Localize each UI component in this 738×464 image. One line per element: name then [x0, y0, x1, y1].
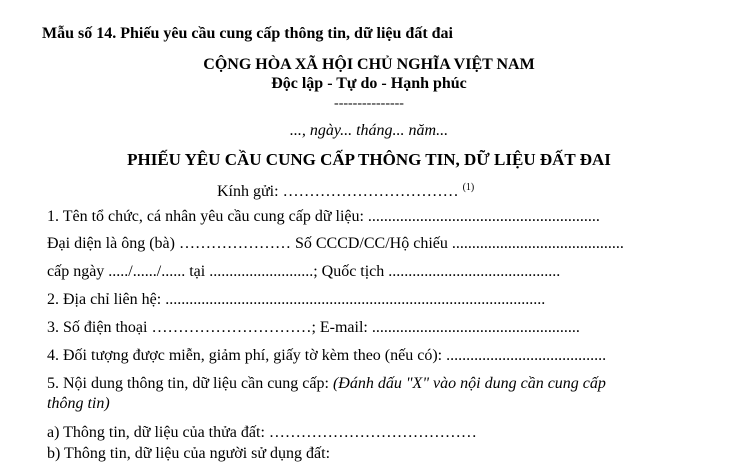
form-label: Mẫu số 14. Phiếu yêu cầu cung cấp thông tin, dữ liệu đất đai — [42, 25, 453, 42]
exemption-field: 4. Đối tượng được miễn, giảm phí, giấy tờ kèm theo (nếu có): ........................................ — [47, 347, 607, 364]
content-request-label: 5. Nội dung thông tin, dữ liệu cần cung cấp: — [47, 375, 333, 392]
content-request-note-cont: thông tin) — [47, 395, 110, 412]
greeting-text: Kính gửi: …………………………… — [217, 183, 459, 200]
requester-field: 1. Tên tổ chức, cá nhân yêu cầu cung cấp dữ liệu: .......................................................... — [47, 208, 600, 225]
document-title: PHIẾU YÊU CẦU CUNG CẤP THÔNG TIN, DỮ LIỆU ĐẤT ĐAI — [127, 150, 611, 169]
phone-email-field: 3. Số điện thoại …………………………; E-mail: .................................................... — [47, 319, 580, 336]
header-divider: --------------- — [334, 96, 404, 111]
partial-item: b) Thông tin, dữ liệu của người sử dụng đất: — [47, 445, 331, 462]
content-request-note: (Đánh dấu "X" vào nội dung cần cung cấp — [332, 375, 606, 392]
representative-field: Đại diện là ông (bà) ………………… Số CCCD/CC/Hộ chiếu ........................................... — [47, 235, 624, 252]
address-field: 2. Địa chỉ liên hệ: ............................................................................................... — [47, 291, 546, 308]
national-motto: Độc lập - Tự do - Hạnh phúc — [271, 75, 467, 92]
greeting-line — [217, 178, 474, 202]
parcel-item: a) Thông tin, dữ liệu của thửa đất: ………………………………… — [47, 424, 477, 441]
greeting-footnote: (1) — [462, 182, 475, 193]
issued-field: cấp ngày ...../....../...... tại ..........................; Quốc tịch ........................................... — [47, 263, 561, 280]
content-request-line — [47, 374, 606, 394]
date-line: ..., ngày... tháng... năm... — [289, 122, 449, 139]
country-name: CỘNG HÒA XÃ HỘI CHỦ NGHĨA VIỆT NAM — [203, 56, 535, 73]
